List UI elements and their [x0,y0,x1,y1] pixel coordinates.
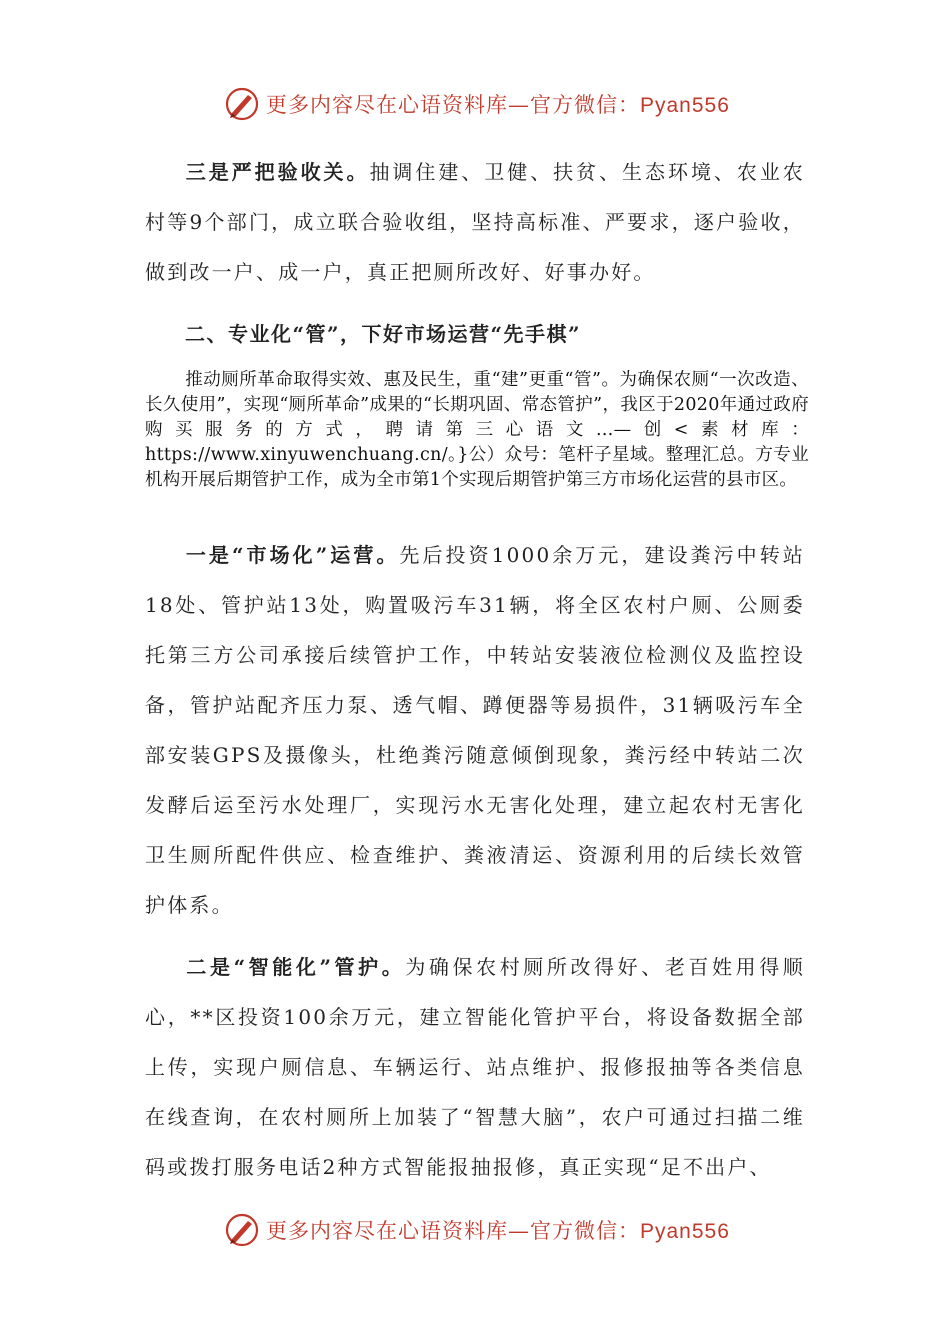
paragraph-market-operation [145,530,805,930]
banner-label: 更多内容尽在心语资料库—官方微信： [266,1219,640,1243]
paragraph-lead: 二是“智能化”管护。 [185,955,406,979]
banner-text [266,1215,730,1245]
paragraph-lead: 三是严把验收关。 [185,160,370,184]
header-banner [224,84,730,124]
banner-wechat-id: Pyan556 [640,1220,730,1243]
paragraph-management [145,368,809,493]
paragraph-body: 抽调住建、卫健、扶贫、生态环境、农业农村等9个部门，成立联合验收组，坚持高标准、严要求，逐户验收，做到改一户、成一户，真正把厕所改好、好事办好。 [145,160,805,284]
paragraph-acceptance [145,147,805,297]
banner-wechat-id: Pyan556 [640,94,730,117]
footer-banner [224,1210,730,1250]
paragraph-body: 先后投资1000余万元，建设粪污中转站18处、管护站13处，购置吸污车31辆，将全区农村户厕、公厕委托第三方公司承接后续管护工作，中转站安装液位检测仪及监控设备，管护站配齐压力泵、透气帽、蹲便器等易损件，31辆吸污车全部安装GPS及摄像头，杜绝粪污随意倾倒现象，粪污经中转站二次发酵后运至污水处理厂，实现污水无害化处理，建立起农村无害化卫生厕所配件供应、检查维护、粪液清运、资源利用的后续长效管护体系。 [145,543,805,917]
pen-logo-icon [224,86,260,122]
paragraph-body: 为确保农村厕所改得好、老百姓用得顺心，**区投资100余万元，建立智能化管护平台，将设备数据全部上传，实现户厕信息、车辆运行、站点维护、报修报抽等各类信息在线查询，在农村厕所上加装了“智慧大脑”，农户可通过扫描二维码或拨打服务电话2种方式智能报抽报修，真正实现“足不出户、 [145,955,805,1179]
paragraph-body: 推动厕所革命取得实效、惠及民生，重“建”更重“管”。为确保农厕“一次改造、长久使用”，实现“厕所革命”成果的“长期巩固、常态管护”，我区于2020年通过政府购买服务的方式，聘请第三心语文…—创<素材库：https://www.xinyuwenchuang.cn/。}公）众号：笔杆子星域。整理汇总。方专业机构开展后期管护工作，成为全市第1个实现后期管护第三方市场化运营的县市区。 [145,370,809,490]
banner-label: 更多内容尽在心语资料库—官方微信： [266,93,640,117]
pen-logo-icon [224,1212,260,1248]
paragraph-lead: 一是“市场化”运营。 [185,543,400,567]
banner-text [266,89,730,119]
section-heading: 二、专业化“管”，下好市场运营“先手棋” [185,322,582,346]
paragraph-smart-management [145,942,805,1192]
